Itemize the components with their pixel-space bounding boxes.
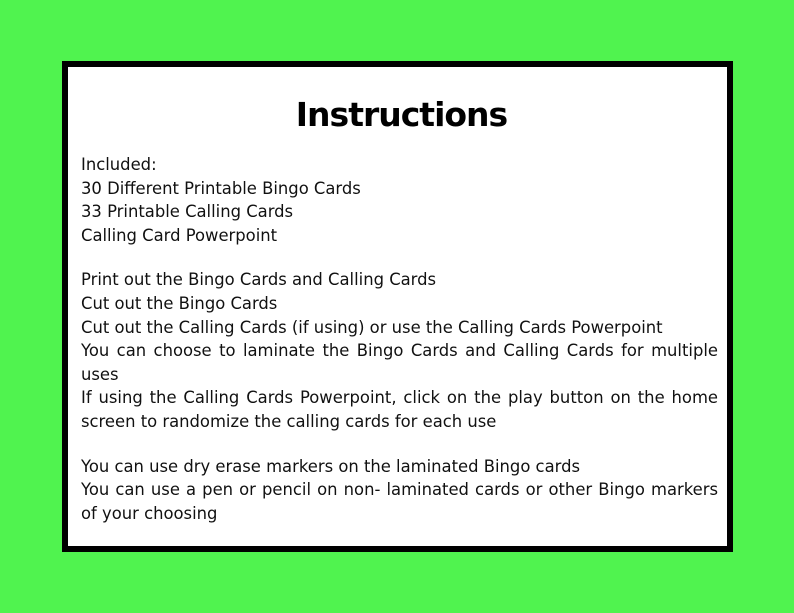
step-line: You can choose to laminate the Bingo Cards and Calling Cards for multiple uses <box>81 341 718 384</box>
included-item: Calling Card Powerpoint <box>81 225 278 245</box>
tip-line: You can use dry erase markers on the laminated Bingo cards <box>81 456 581 476</box>
included-item: 33 Printable Calling Cards <box>81 202 294 222</box>
instructions-body <box>81 153 718 525</box>
section-spacer <box>81 434 718 455</box>
included-item: 30 Different Printable Bingo Cards <box>81 178 361 198</box>
instructions-title: Instructions <box>295 95 508 134</box>
step-line: Cut out the Bingo Cards <box>81 293 278 313</box>
step-line: Print out the Bingo Cards and Calling Cards <box>81 270 437 290</box>
tip-line: You can use a pen or pencil on non- laminated cards or other Bingo markers of your choosing <box>81 480 718 523</box>
section-spacer <box>81 247 718 268</box>
instructions-card <box>62 61 733 552</box>
included-heading: Included: <box>81 155 157 174</box>
step-line: Cut out the Calling Cards (if using) or use the Calling Cards Powerpoint <box>81 317 663 337</box>
step-line: If using the Calling Cards Powerpoint, click on the play button on the home screen to randomize the calling cards for each use <box>81 388 718 431</box>
